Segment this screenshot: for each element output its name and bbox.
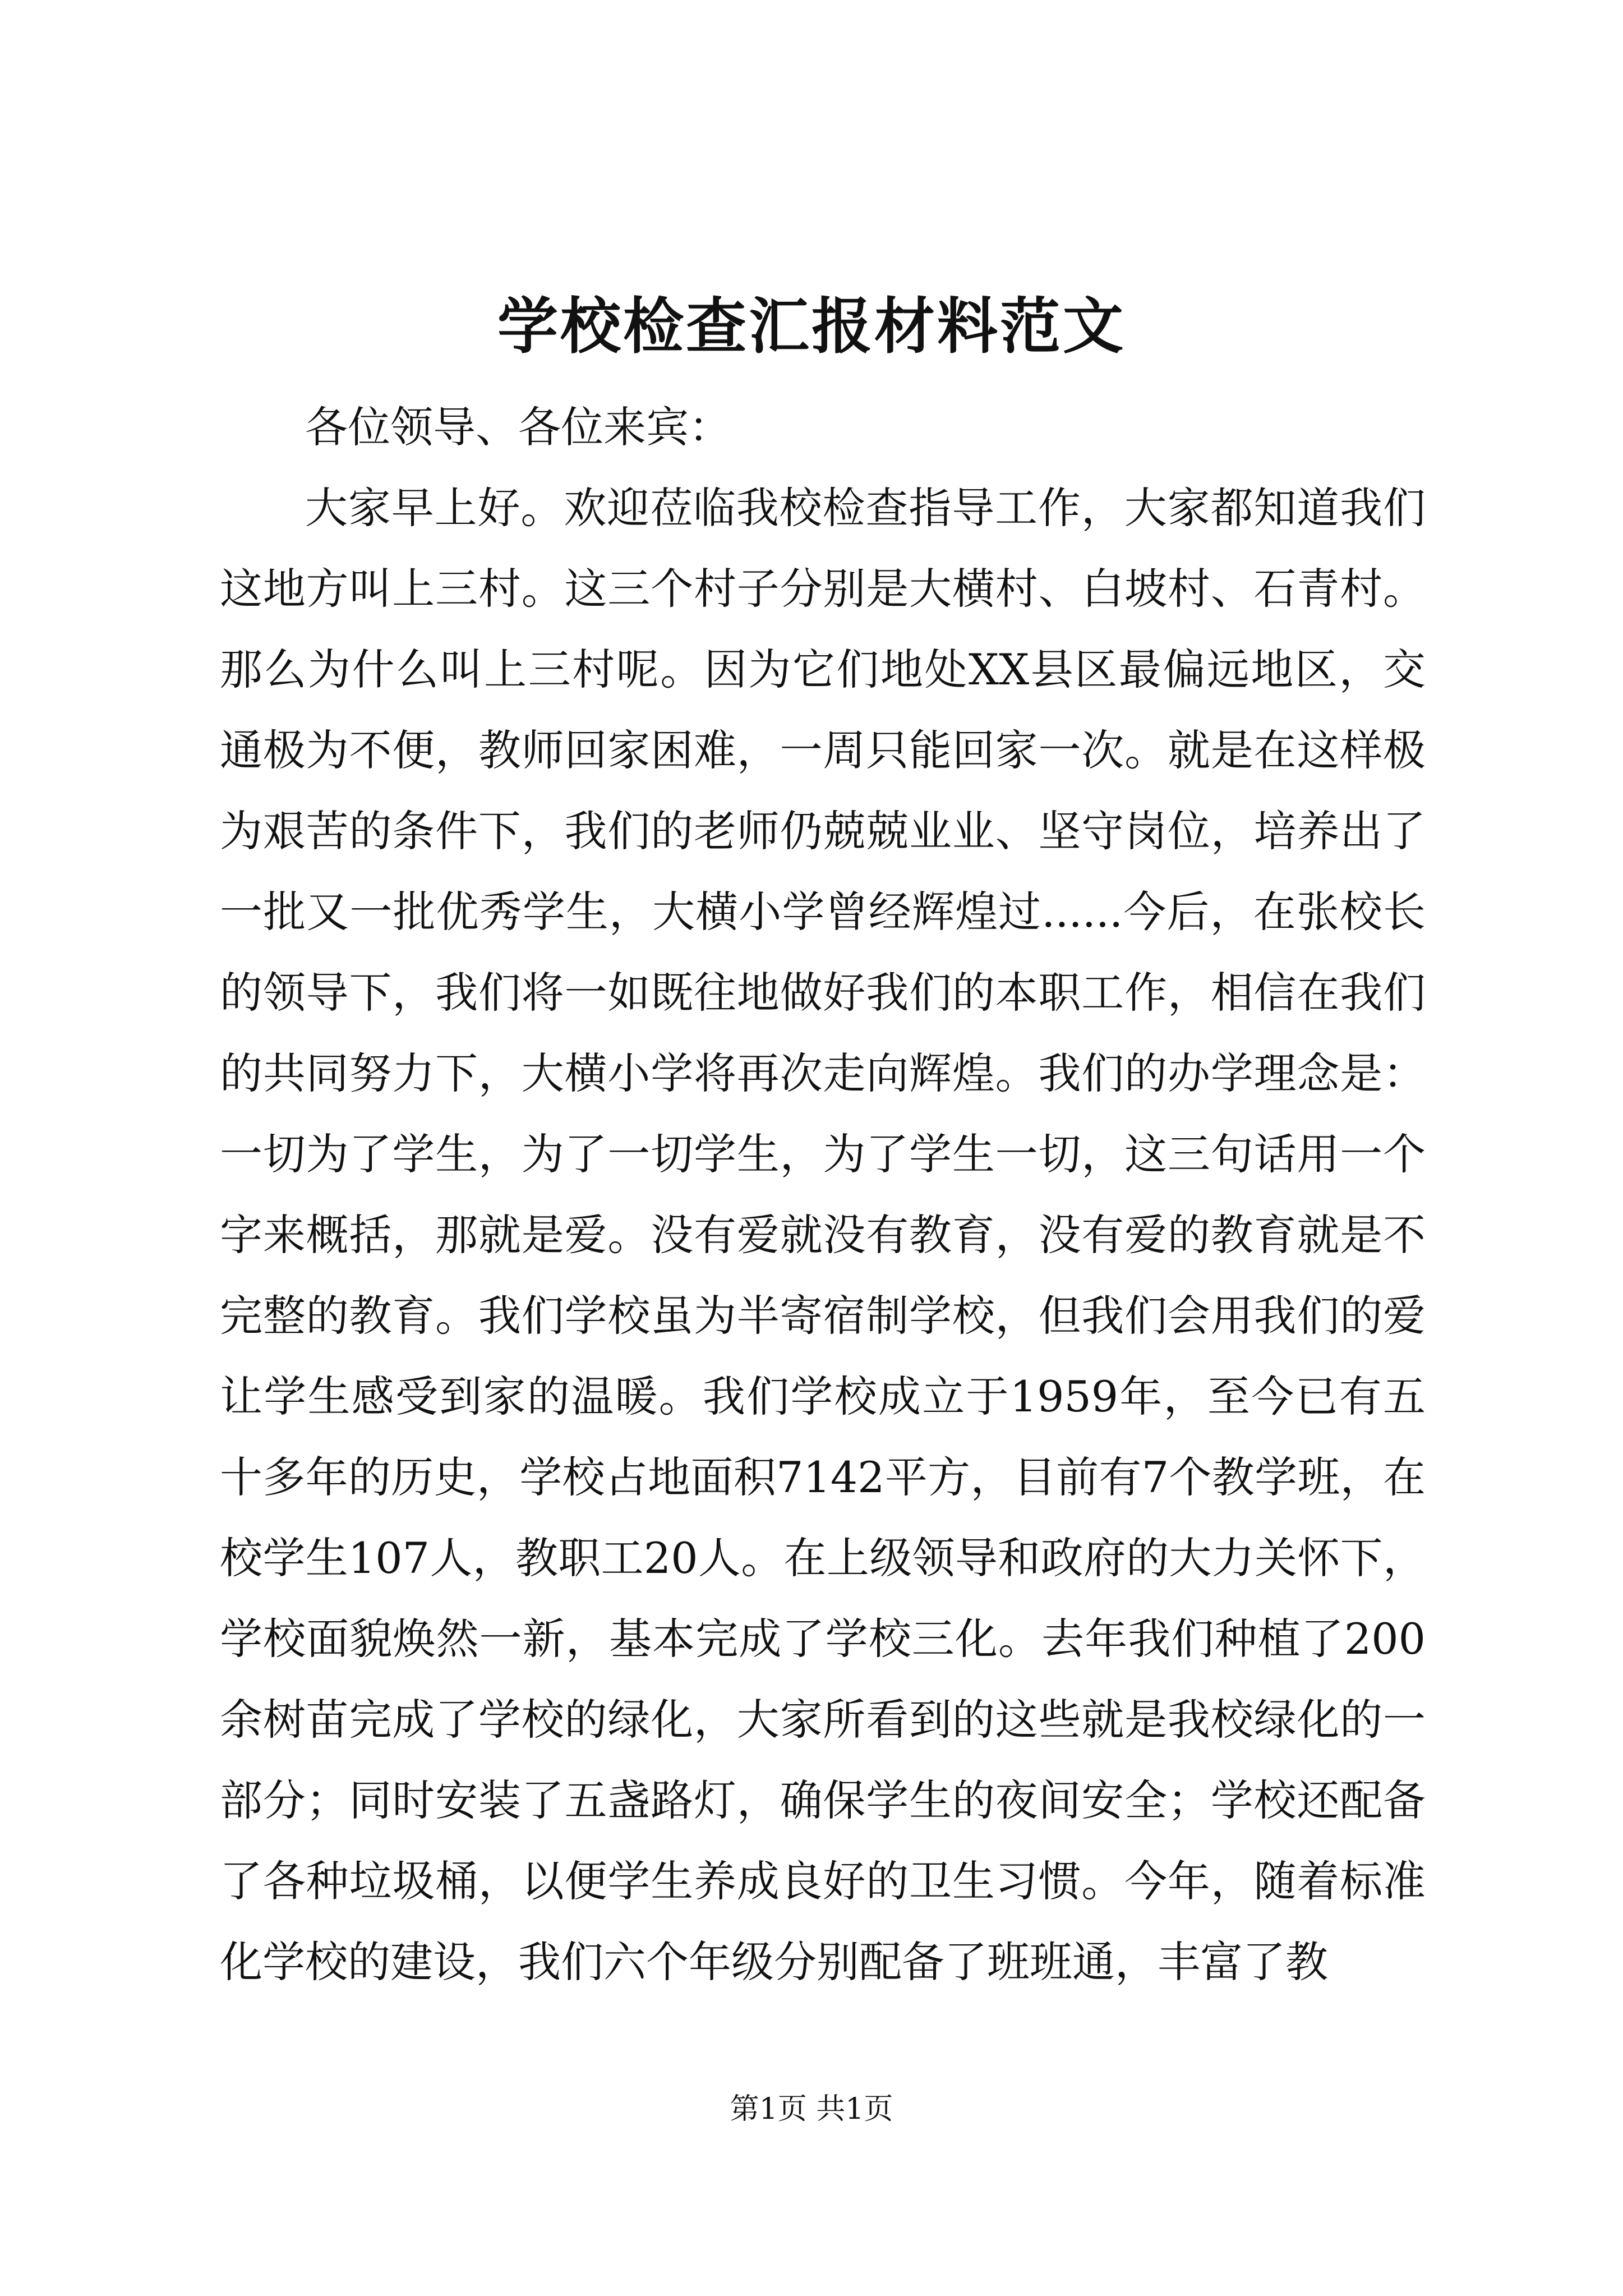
document-body <box>220 387 1426 2003</box>
body-paragraph: 大家早上好。欢迎莅临我校检查指导工作，大家都知道我们这地方叫上三村。这三个村子分别是大横村、白坡村、石青村。那么为什么叫上三村呢。因为它们地处XX县区最偏远地区，交通极为不便，教师回家困难，一周只能回家一次。就是在这样极为艰苦的条件下，我们的老师仍兢兢业业、坚守岗位，培养出了一批又一批优秀学生，大横小学曾经辉煌过......今后，在张校长的领导下，我们将一如既往地做好我们的本职工作，相信在我们的共同努力下，大横小学将再次走向辉煌。我们的办学理念是：一切为了学生，为了一切学生，为了学生一切，这三句话用一个字来概括，那就是爱。没有爱就没有教育，没有爱的教育就是不完整的教育。我们学校虽为半寄宿制学校，但我们会用我们的爱让学生感受到家的温暖。我们学校成立于1959年，至今已有五十多年的历史，学校占地面积7142平方，目前有7个教学班，在校学生107人，教职工20人。在上级领导和政府的大力关怀下，学校面貌焕然一新，基本完成了学校三化。去年我们种植了200余树苗完成了学校的绿化，大家所看到的这些就是我校绿化的一部分；同时安装了五盏路灯，确保学生的夜间安全；学校还配备了各种垃圾桶，以便学生养成良好的卫生习惯。今年，随着标准化学校的建设，我们六个年级分别配备了班班通，丰富了教 <box>220 483 1426 1987</box>
salutation: 各位领导、各位来宾： <box>305 402 731 452</box>
document-title: 学校检查汇报材料范文 <box>497 291 1126 362</box>
page-footer: 第1页 共1页 <box>730 2092 893 2126</box>
